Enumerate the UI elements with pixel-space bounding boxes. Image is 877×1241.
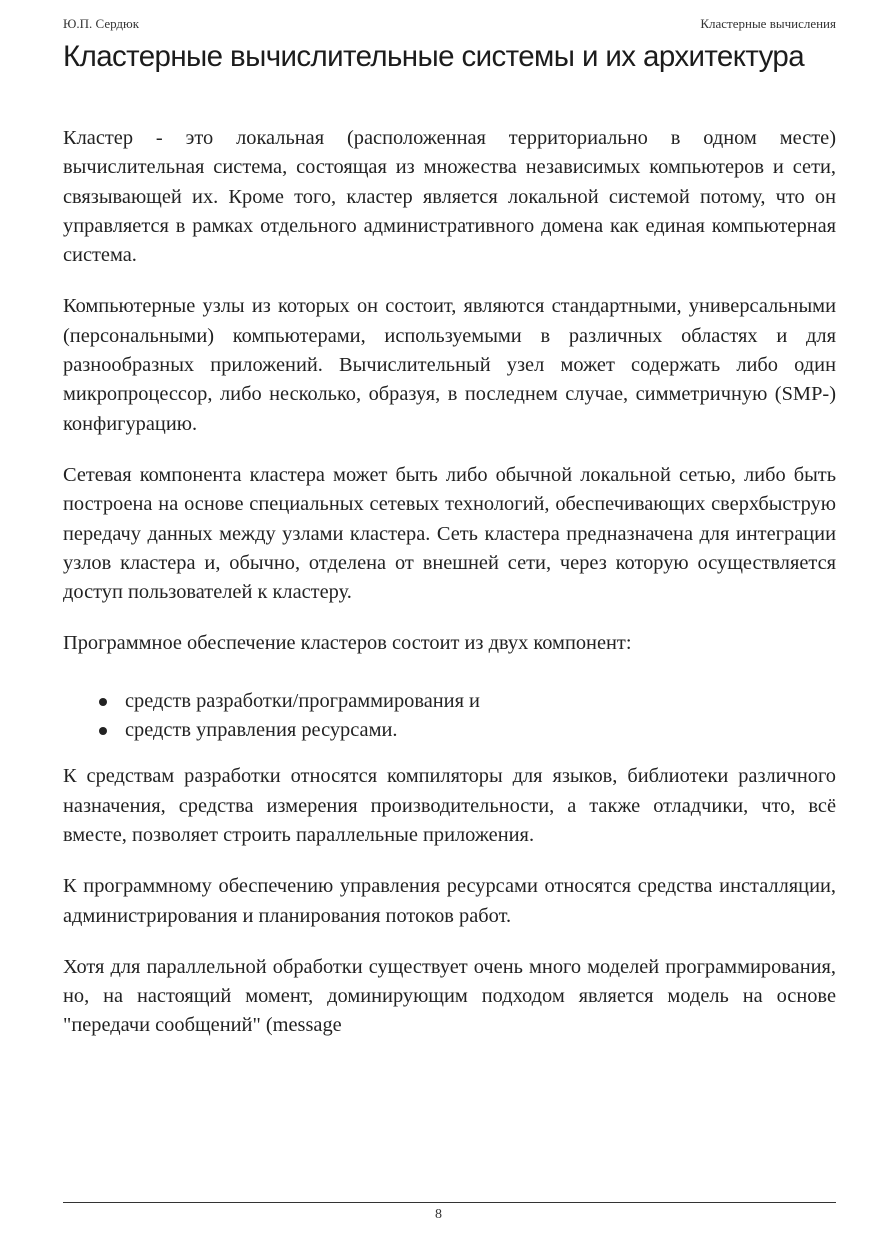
document-page (63, 14, 836, 1063)
page-number: 8 (435, 1207, 442, 1222)
body-text (63, 124, 836, 1041)
bullet-icon (99, 698, 107, 706)
paragraph-programming-models: Хотя для параллельной обработки существует очень много моделей программирования, но, на настоящий момент, доминирующим подходом является модель на основе "передачи сообщений" (message (63, 955, 836, 1037)
bullet-icon (99, 727, 107, 735)
header-section: Кластерные вычисления (700, 16, 836, 31)
running-header (63, 14, 836, 34)
list-item (63, 687, 836, 716)
paragraph-resource-management: К программному обеспечению управления ресурсами относятся средства инсталляции, администрирования и планирования потоков работ. (63, 875, 836, 927)
header-author: Ю.П. Сердюк (63, 16, 140, 31)
paragraph-cluster-definition: Кластер - это локальная (расположенная территориально в одном месте) вычислительная система, состоящая из множества независимых компьютеров и сети, связывающей их. Кроме того, кластер является локальной системой потому, что он управляется в рамках отдельного административного домена как единая компьютерная система. (63, 127, 836, 267)
software-components-list (63, 687, 836, 746)
list-item-text: средств разработки/программирования и (125, 689, 480, 712)
paragraph-dev-tools: К средствам разработки относятся компиляторы для языков, библиотеки различного назначения, средства измерения производительности, а также отладчики, что, всё вместе, позволяет строить параллельные приложения. (63, 765, 836, 846)
footer-divider (63, 1202, 836, 1203)
paragraph-network: Сетевая компонента кластера может быть либо обычной локальной сетью, либо быть построена на основе специальных сетевых технологий, обеспечивающих сверхбыструю передачу данных между узлами кластера. Сеть кластера предназначена для интеграции узлов кластера и, обычно, отделена от внешней сети, через которую осуществляется доступ пользователей к кластеру. (63, 463, 836, 604)
list-item-text: средств управления ресурсами. (125, 719, 398, 742)
page-title: Кластерные вычислительные системы и их архитектура (63, 40, 805, 73)
list-item (63, 716, 836, 745)
paragraph-software-intro: Программное обеспечение кластеров состоит из двух компонент: (63, 632, 632, 655)
paragraph-compute-nodes: Компьютерные узлы из которых он состоит, являются стандартными, универсальными (персональными) компьютерами, используемыми в различных областях и для разнообразных приложений. Вычислительный узел может содержать либо один микропроцессор, либо несколько, образуя, в последнем случае, симметричную (SMP-) конфигурацию. (63, 295, 836, 435)
